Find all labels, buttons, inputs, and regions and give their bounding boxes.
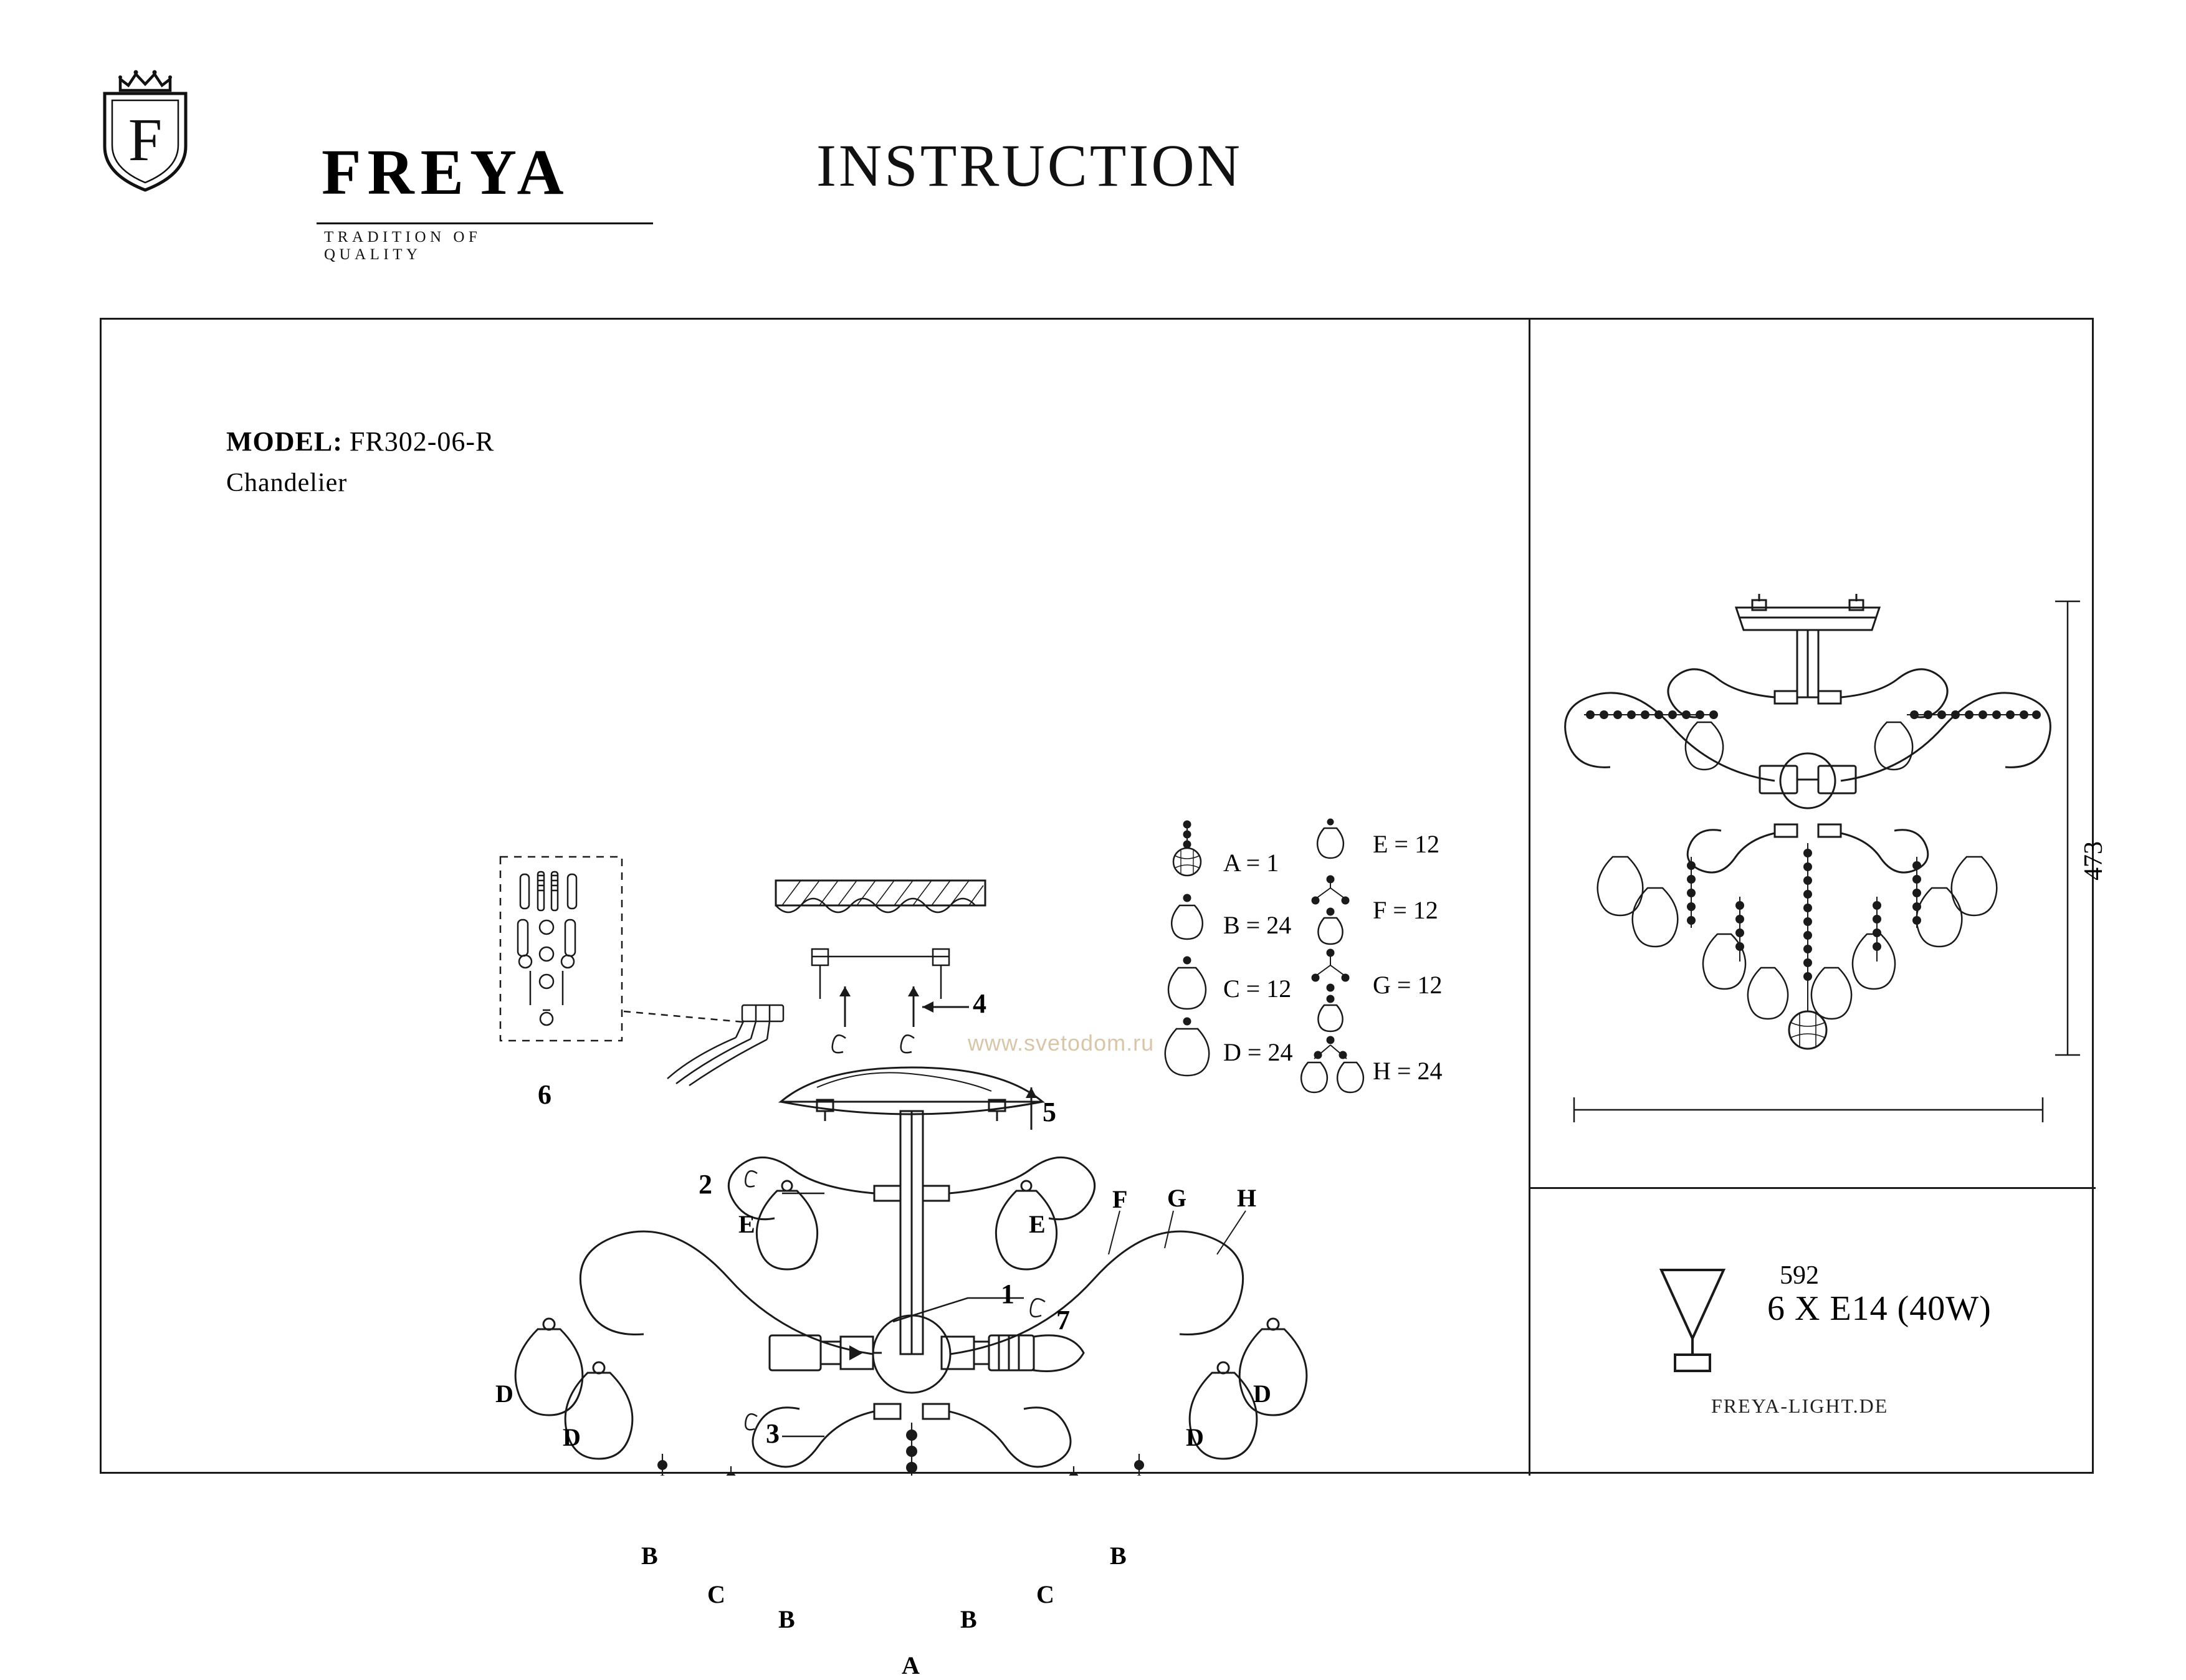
step-number-5: 5 bbox=[1043, 1097, 1056, 1127]
dimension-height-label: 473 bbox=[2079, 841, 2108, 881]
drawing-letter-C-1: C bbox=[707, 1580, 725, 1608]
drawing-letter-D-1: D bbox=[495, 1380, 513, 1408]
drawing-letter-B-1: B bbox=[641, 1542, 658, 1570]
legend-label-G: G = 12 bbox=[1373, 971, 1443, 999]
drawing-letter-B-2: B bbox=[778, 1605, 795, 1633]
brand-logo bbox=[92, 59, 578, 263]
bulb-spec: 6 X E14 (40W) bbox=[1767, 1289, 1992, 1328]
model-label: MODEL: bbox=[226, 426, 343, 457]
freya-shield-icon bbox=[92, 65, 198, 196]
step-number-4: 4 bbox=[973, 988, 986, 1019]
bulb-icon bbox=[1624, 1245, 1761, 1407]
drawing-letter-D-4: D bbox=[1253, 1380, 1271, 1408]
product-type: Chandelier bbox=[226, 469, 348, 497]
step-number-3: 3 bbox=[766, 1418, 780, 1449]
step-number-1: 1 bbox=[1001, 1279, 1014, 1309]
drawing-letter-D-3: D bbox=[1186, 1423, 1204, 1451]
legend-label-F: F = 12 bbox=[1373, 896, 1438, 924]
brand-divider bbox=[317, 222, 653, 224]
drawing-letter-F: F bbox=[1112, 1185, 1128, 1213]
dimension-panel bbox=[1530, 320, 2108, 1290]
legend-label-D: D = 24 bbox=[1223, 1038, 1293, 1066]
step-number-7: 7 bbox=[1056, 1305, 1070, 1335]
drawing-letter-D-2: D bbox=[563, 1423, 581, 1451]
legend-label-B: B = 24 bbox=[1223, 911, 1292, 939]
chandelier-dimension-svg bbox=[1530, 320, 2096, 1187]
dimension-width-label: 592 bbox=[1780, 1261, 1819, 1290]
drawing-letter-E-right: E bbox=[1029, 1210, 1046, 1238]
model-value: FR302-06-R bbox=[349, 426, 495, 457]
legend-label-C: C = 12 bbox=[1223, 975, 1292, 1003]
legend-label-E: E = 12 bbox=[1373, 830, 1439, 858]
legend-label-H: H = 24 bbox=[1373, 1057, 1443, 1085]
drawing-letter-C-2: C bbox=[1036, 1580, 1054, 1608]
step-number-6: 6 bbox=[538, 1079, 551, 1110]
parts-legend bbox=[1142, 818, 1516, 1167]
page-header bbox=[0, 0, 2186, 293]
drawing-letter-E-left: E bbox=[738, 1210, 755, 1238]
website-label: FREYA-LIGHT.DE bbox=[1711, 1395, 1889, 1417]
watermark: www.svetodom.ru bbox=[968, 1030, 1155, 1056]
drawing-letter-A: A bbox=[902, 1651, 920, 1679]
brand-name: FREYA bbox=[322, 136, 570, 208]
step-number-2: 2 bbox=[699, 1169, 712, 1200]
svg-text:F: F bbox=[128, 107, 163, 174]
drawing-letter-G: G bbox=[1167, 1184, 1187, 1212]
drawing-letter-B-3: B bbox=[960, 1605, 977, 1633]
content-frame bbox=[100, 318, 2108, 1679]
parts-legend-icons bbox=[1142, 818, 1516, 1167]
bulb-panel bbox=[1530, 1189, 2096, 1474]
drawing-letter-B-4: B bbox=[1110, 1542, 1127, 1570]
page-title: INSTRUCTION bbox=[816, 132, 1243, 199]
brand-tagline: TRADITION OF QUALITY bbox=[324, 229, 482, 263]
drawing-letter-H: H bbox=[1237, 1184, 1257, 1212]
legend-label-A: A = 1 bbox=[1223, 849, 1279, 877]
